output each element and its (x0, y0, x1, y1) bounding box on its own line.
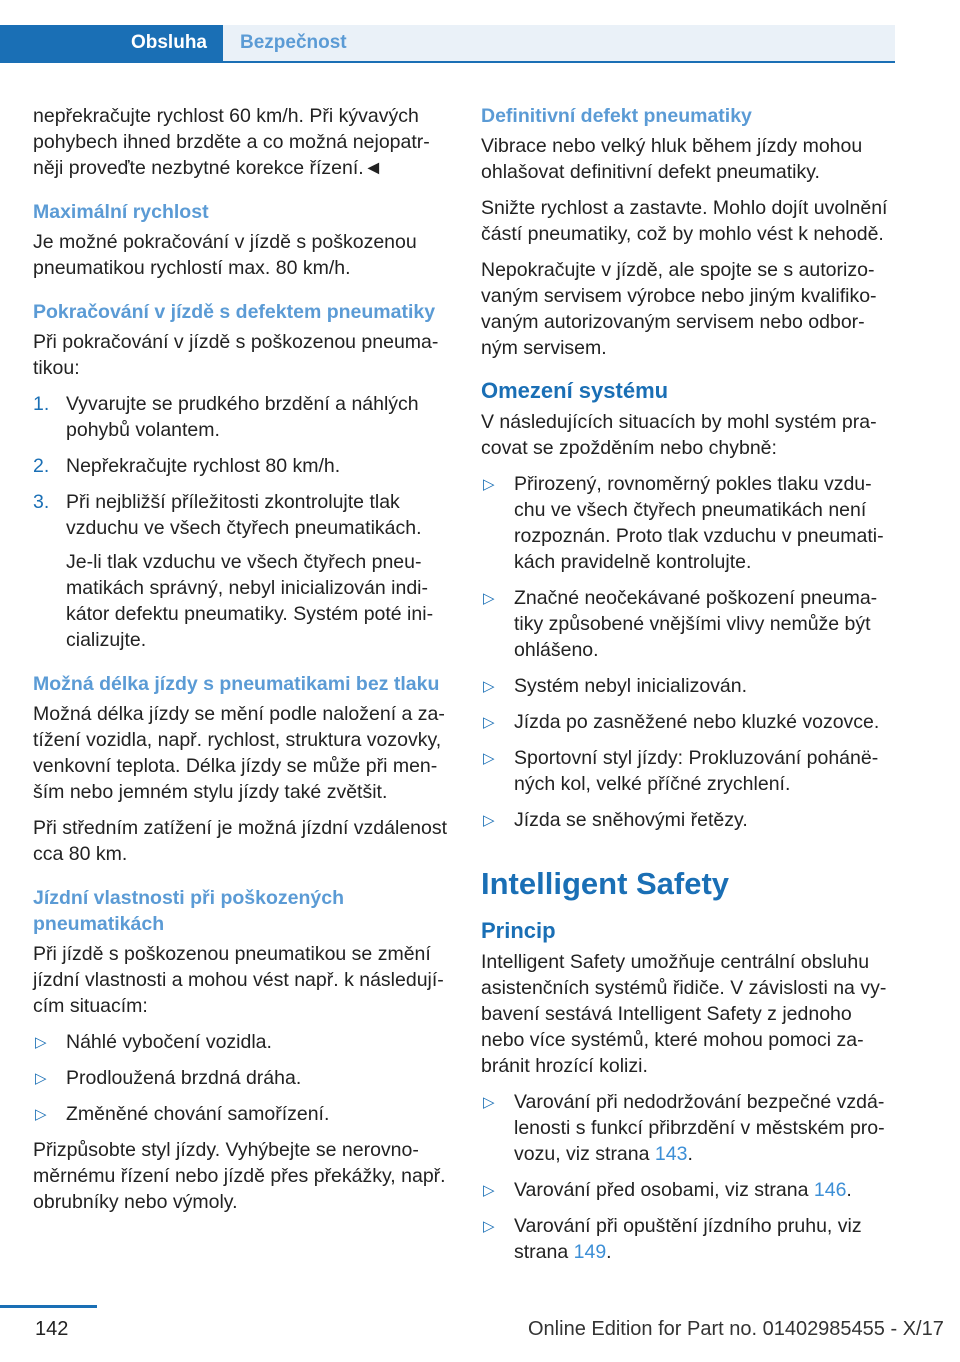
step-text: Vyvarujte se prudkého brzdění a náhlých pohybů volantem. (66, 393, 419, 441)
triangle-bullet-icon: ▷ (483, 812, 495, 829)
list-item (481, 471, 899, 575)
list-item (481, 745, 899, 797)
step-text: Při nejbližší příležitosti zkontrolujte tlak vzduchu ve všech čtyřech pneumatikách. (66, 491, 422, 539)
triangle-bullet-icon: ▷ (35, 1034, 47, 1051)
heading-handling: Jízdní vlastnosti při poškozených pneumatikách (33, 887, 344, 935)
step-number: 1. (33, 393, 50, 415)
page-link-149[interactable]: 149 (573, 1241, 607, 1263)
principle-paragraph: Intelligent Safety umožňuje centrální obsluhu asistenčních systémů řidiče. V závislosti na vy‐bavení sestává Intelligent Safety z jednoho nebo více systémů, které mohou pomoci za‐bránit hrozící kolizi. (481, 951, 887, 1077)
handling-outro-paragraph: Přizpůsobte styl jízdy. Vyhýbejte se nerovno‐měrnému řízení nebo jízdě přes překážky, např. obrubníky nebo výmoly. (33, 1139, 446, 1213)
list-item (481, 585, 899, 663)
list-item-text: Náhlé vybočení vozidla. (66, 1031, 272, 1053)
continue-paragraph: Při pokračování v jízdě s poškozenou pneuma‐tikou: (33, 331, 439, 379)
list-item (481, 807, 899, 833)
step-number: 2. (33, 455, 50, 477)
triangle-bullet-icon: ▷ (483, 1094, 495, 1111)
heading-principle: Princip (481, 918, 556, 943)
list-item (481, 673, 899, 699)
triangle-bullet-icon: ▷ (483, 750, 495, 767)
page-link-146[interactable]: 146 (813, 1179, 847, 1201)
intro-paragraph: nepřekračujte rychlost 60 km/h. Při kývavých pohybech ihned brzděte a co možná nejopatr‐něji proveďte nezbytné korekce řízení.◄ (33, 105, 430, 179)
triangle-bullet-icon: ▷ (483, 1218, 495, 1235)
list-item-text: Prodloužená brzdná dráha. (66, 1067, 302, 1089)
limits-list (481, 471, 899, 833)
list-item (481, 1177, 899, 1203)
defect-paragraph-3: Nepokračujte v jízdě, ale spojte se s autorizo‐vaným servisem výrobce nebo jiným kvalifiko‐vaným autorizovaným servisem nebo odbor‐ným servisem. (481, 259, 877, 359)
footer-divider (0, 1305, 97, 1308)
list-item-text: Varování při opuštění jízdního pruhu, viz strana (514, 1215, 862, 1263)
heading-system-limits: Omezení systému (481, 378, 669, 403)
triangle-bullet-icon: ▷ (483, 1182, 495, 1199)
list-item (33, 1065, 451, 1091)
right-column (481, 103, 899, 1275)
list-item (33, 1101, 451, 1127)
list-item-text: Změněné chování samořízení. (66, 1103, 330, 1125)
heading-range: Možná délka jízdy s pneumatikami bez tlaku (33, 673, 440, 695)
header-tabbar (0, 25, 895, 61)
triangle-bullet-icon: ▷ (483, 678, 495, 695)
list-item-text: Přirozený, rovnoměrný pokles tlaku vzdu‐chu ve všech čtyřech pneumatikách není rozpoznán. Proto tlak vzduchu v pneumati‐kách pravidelně kontrolujte. (514, 473, 884, 573)
left-column (33, 103, 451, 1225)
list-item-text: Varování před osobami, viz strana (514, 1179, 814, 1201)
list-item-text: Značné neočekávané poškození pneuma‐tiky způsobené vnějšími vlivy nemůže být ohlášeno. (514, 587, 878, 661)
continue-steps-list (33, 391, 451, 653)
principle-list (481, 1089, 899, 1265)
step-number: 3. (33, 491, 50, 513)
list-item-text: Varování při nedodržování bezpečné vzdá‐lenosti s funkcí přibrzdění v městském pro‐vozu, viz strana (514, 1091, 885, 1165)
list-item-end: . (687, 1143, 693, 1165)
triangle-bullet-icon: ▷ (35, 1070, 47, 1087)
page-link-143[interactable]: 143 (654, 1143, 688, 1165)
step-text: Nepřekračujte rychlost 80 km/h. (66, 455, 341, 477)
heading-definitive-defect: Definitivní defekt pneumatiky (481, 105, 752, 127)
list-item-text: Systém nebyl inicializován. (514, 675, 748, 697)
tab-obsluha: Obsluha (0, 25, 223, 61)
list-item-text: Jízda po zasněžené nebo kluzké vozovce. (514, 711, 880, 733)
defect-paragraph-1: Vibrace nebo velký hluk během jízdy mohou ohlašovat definitivní defekt pneumatiky. (481, 135, 863, 183)
list-item-text: Sportovní styl jízdy: Prokluzování pohánё‐ných kol, velké příčné zrychlení. (514, 747, 879, 795)
handling-list (33, 1029, 451, 1127)
step-sub-paragraph: Je-li tlak vzduchu ve všech čtyřech pneu‐matikách správný, nebyl inicializován indi‐kátor defektu pneumatiky. Systém poté ini‐cializujte. (66, 551, 434, 651)
triangle-bullet-icon: ▷ (35, 1106, 47, 1123)
list-item-end: . (606, 1241, 612, 1263)
list-item (33, 391, 451, 443)
max-speed-paragraph: Je možné pokračování v jízdě s poškozenou pneumatikou rychlostí max. 80 km/h. (33, 231, 417, 279)
header-divider (0, 61, 895, 63)
tab-bezpecnost: Bezpečnost (223, 25, 895, 61)
list-item (33, 489, 451, 653)
triangle-bullet-icon: ▷ (483, 590, 495, 607)
handling-paragraph: Při jízdě s poškozenou pneumatikou se změní jízdní vlastnosti a mohou vést např. k následují‐cím situacím: (33, 943, 444, 1017)
heading-max-speed: Maximální rychlost (33, 201, 209, 223)
defect-paragraph-2: Snižte rychlost a zastavte. Mohlo dojít uvolnění částí pneumatiky, což by mohlo vést k nehodě. (481, 197, 888, 245)
edition-note: Online Edition for Part no. 01402985455 - X/17 (528, 1318, 944, 1340)
range-paragraph-1: Možná délka jízdy se mění podle naložení a za‐tížení vozidla, např. rychlost, struktura vozovky, venkovní teplota. Délka jízdy se může při men‐ším nebo jemném stylu jízdy také zvětšit. (33, 703, 445, 803)
limits-paragraph: V následujících situacích by mohl systém pra‐covat se zpožděním nebo chybně: (481, 411, 877, 459)
list-item-text: Jízda se sněhovými řetězy. (514, 809, 748, 831)
list-item (481, 1213, 899, 1265)
list-item (481, 709, 899, 735)
list-item (481, 1089, 899, 1167)
range-paragraph-2: Při středním zatížení je možná jízdní vzdálenost cca 80 km. (33, 817, 448, 865)
list-item-end: . (846, 1179, 852, 1201)
triangle-bullet-icon: ▷ (483, 714, 495, 731)
triangle-bullet-icon: ▷ (483, 476, 495, 493)
list-item (33, 453, 451, 479)
heading-intelligent-safety: Intelligent Safety (481, 866, 730, 901)
heading-continue-driving: Pokračování v jízdě s defektem pneumatiky (33, 301, 436, 323)
list-item (33, 1029, 451, 1055)
page-number: 142 (35, 1318, 69, 1340)
